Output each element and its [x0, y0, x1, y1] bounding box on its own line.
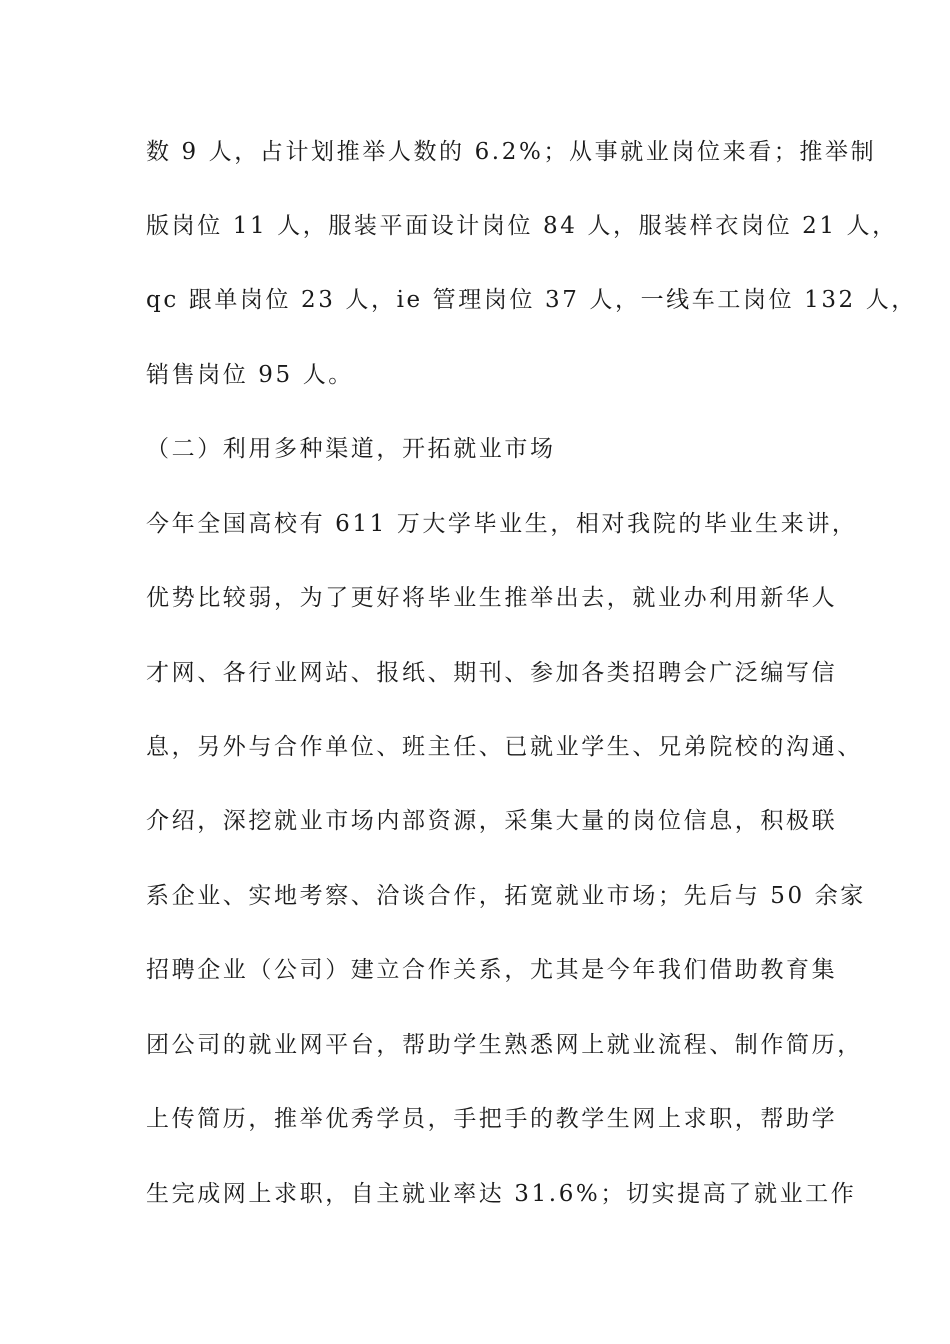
section-heading: （二）利用多种渠道，开拓就业市场: [146, 436, 556, 462]
paragraph-line-8: 息，另外与合作单位、班主任、已就业学生、兄弟院校的沟通、: [146, 734, 863, 760]
paragraph-line-11: 招聘企业（公司）建立合作关系，尤其是今年我们借助教育集: [146, 957, 838, 983]
paragraph-line-5: 今年全国高校有 611 万大学毕业生，相对我院的毕业生来讲，: [146, 511, 858, 537]
paragraph-line-14: 生完成网上求职，自主就业率达 31.6%；切实提高了就业工作: [146, 1181, 857, 1207]
paragraph-line-10: 系企业、实地考察、洽谈合作，拓宽就业市场；先后与 50 余家: [146, 883, 866, 909]
paragraph-line-4: 销售岗位 95 人。: [146, 362, 354, 388]
paragraph-line-9: 介绍，深挖就业市场内部资源，采集大量的岗位信息，积极联: [146, 808, 838, 834]
paragraph-line-2: 版岗位 11 人，服装平面设计岗位 84 人，服装样衣岗位 21 人，: [146, 213, 898, 239]
paragraph-line-1: 数 9 人，占计划推举人数的 6.2%；从事就业岗位来看；推举制: [146, 139, 877, 165]
paragraph-line-12: 团公司的就业网平台，帮助学生熟悉网上就业流程、制作简历，: [146, 1032, 863, 1058]
paragraph-line-7: 才网、各行业网站、报纸、期刊、参加各类招聘会广泛编写信: [146, 660, 838, 686]
paragraph-line-13: 上传简历，推举优秀学员，手把手的教学生网上求职，帮助学: [146, 1106, 838, 1132]
paragraph-line-3: qc 跟单岗位 23 人，ie 管理岗位 37 人，一线车工岗位 132 人，: [146, 287, 917, 313]
paragraph-line-6: 优势比较弱，为了更好将毕业生推举出去，就业办利用新华人: [146, 585, 838, 611]
